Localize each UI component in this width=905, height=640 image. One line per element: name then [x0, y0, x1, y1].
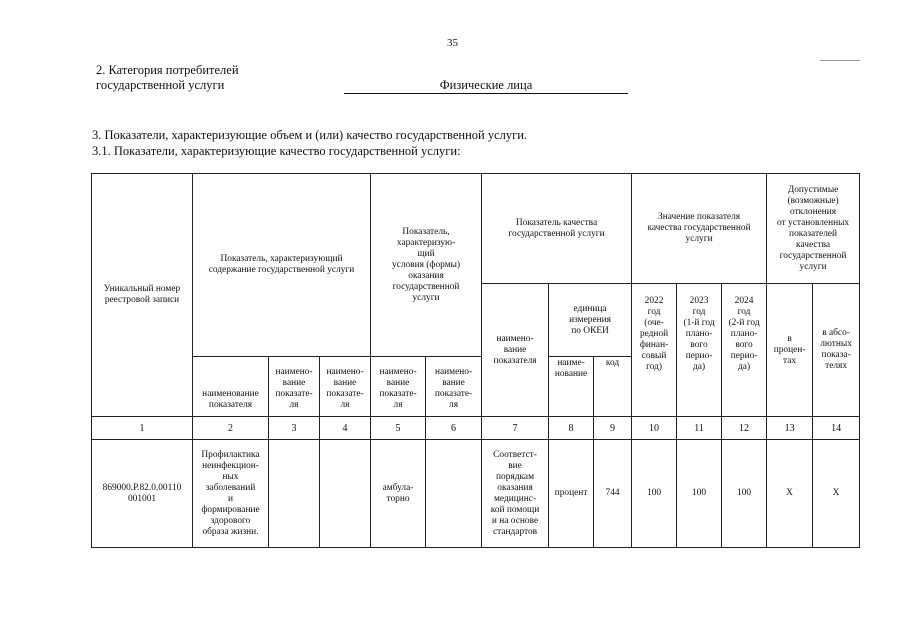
column-number: 2 [193, 417, 269, 440]
header-year-2022: 2022 год (оче- редной финан- совый год) [632, 284, 677, 417]
column-number: 5 [371, 417, 426, 440]
column-number: 11 [677, 417, 722, 440]
registry-number-cell: 869000.Р.82.0.00110 001001 [92, 440, 193, 548]
column-number: 6 [426, 417, 482, 440]
content-indicator-3-cell [320, 440, 371, 548]
deviation-percent-cell: X [767, 440, 813, 548]
header-indicator-name: наимено- вание показателя [482, 284, 549, 417]
column-number-row [92, 417, 860, 440]
table-row [92, 440, 860, 548]
header-okei-name: наиме- нование [549, 357, 594, 417]
column-number: 1 [92, 417, 193, 440]
conditions-indicator-2-cell [426, 440, 482, 548]
value-2022-cell: 100 [632, 440, 677, 548]
quality-indicator-cell: Соответст- вие порядкам оказания медицинс- кой помощи и на основе стандартов [482, 440, 549, 548]
header-content-indicator: Показатель, характеризующий содержание государственной услуги [193, 174, 371, 357]
column-number: 7 [482, 417, 549, 440]
column-number: 10 [632, 417, 677, 440]
header-content-sub-3: наимено- вание показате- ля [320, 357, 371, 417]
header-content-sub-2: наимено- вание показате- ля [269, 357, 320, 417]
section-3-heading: 3. Показатели, характеризующие объем и (или) качество государственной услуги. [92, 128, 528, 142]
deviation-absolute-cell: X [813, 440, 860, 548]
column-number: 13 [767, 417, 813, 440]
header-year-2024: 2024 год (2-й год плано- вого перио- да) [722, 284, 767, 417]
header-deviations: Допустимые (возможные) отклонения от установленных показателей качества государственной услуги [767, 174, 860, 284]
header-conditions-sub-1: наимено- вание показате- ля [371, 357, 426, 417]
header-deviation-percent: в процен- тах [767, 284, 813, 417]
quality-indicators-table [91, 173, 860, 548]
column-number: 8 [549, 417, 594, 440]
page-number: 35 [447, 37, 458, 49]
unit-code-cell: 744 [594, 440, 632, 548]
header-quality-indicator: Показатель качества государственной услуги [482, 174, 632, 284]
unit-name-cell: процент [549, 440, 594, 548]
column-number: 14 [813, 417, 860, 440]
column-number: 12 [722, 417, 767, 440]
consumer-category-value: Физические лица [344, 78, 628, 94]
header-conditions-indicator: Показатель, характеризую- щий условия (формы) оказания государственной услуги [371, 174, 482, 357]
column-number: 3 [269, 417, 320, 440]
header-okei-code: код [594, 357, 632, 417]
content-indicator-cell: Профилактика неинфекцион- ных заболеваний и формирование здорового образа жизни. [193, 440, 269, 548]
header-conditions-sub-2: наимено- вание показате- ля [426, 357, 482, 417]
corner-rule [820, 60, 860, 61]
value-2024-cell: 100 [722, 440, 767, 548]
header-deviation-absolute: в абсо- лютных показа- телях [813, 284, 860, 417]
column-number: 9 [594, 417, 632, 440]
header-okei-unit: единица измерения по ОКЕИ [549, 284, 632, 357]
conditions-indicator-cell: амбула- торно [371, 440, 426, 548]
content-indicator-2-cell [269, 440, 320, 548]
consumer-category-label: 2. Категория потребителей государственной услуги [96, 63, 239, 92]
value-2023-cell: 100 [677, 440, 722, 548]
section-3-1-heading: 3.1. Показатели, характеризующие качество государственной услуги: [92, 144, 461, 158]
header-quality-values: Значение показателя качества государственной услуги [632, 174, 767, 284]
header-content-sub-1: наименование показателя [193, 357, 269, 417]
header-year-2023: 2023 год (1-й год плано- вого перио- да) [677, 284, 722, 417]
header-registry-number: Уникальный номер реестровой записи [92, 174, 193, 417]
column-number: 4 [320, 417, 371, 440]
